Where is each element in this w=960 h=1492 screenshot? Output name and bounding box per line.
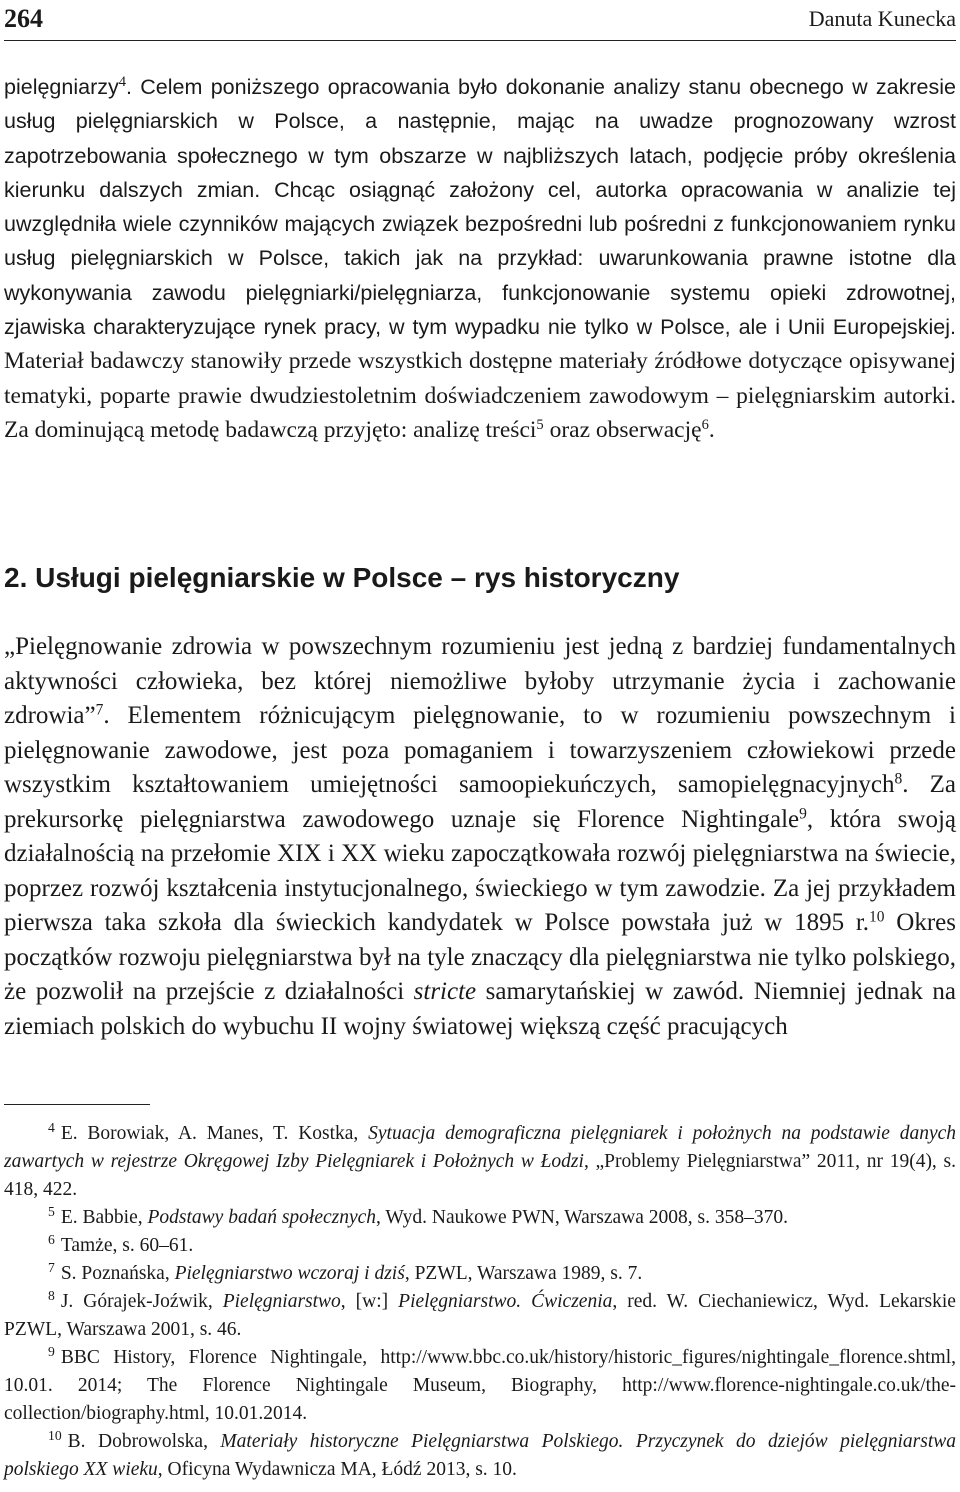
section-heading: 2. Usługi pielęgniarskie w Polsce – rys historyczny — [4, 562, 680, 593]
footnote-number: 6 — [48, 1231, 55, 1247]
footnote-text: , red. W. Ciechaniewicz, Wyd. Lekarskie PZWL, Warszawa 2001, s. 46. — [4, 1291, 956, 1340]
running-header — [4, 0, 956, 41]
footnote-8 — [4, 1288, 956, 1344]
footnote-number: 5 — [48, 1203, 55, 1219]
text-run: pielęgniarzy — [4, 75, 119, 99]
footnote-text: , „Problemy Pielęgniarstwa” 2011, nr 19(4), s. 418, 422. — [4, 1151, 956, 1200]
text-run: , która swoją działalnością na przełomie XIX i XX wieku zapoczątkowała rozwój pielęgniarstwa na świecie, poprzez rozwój kształcenia instytucjonalnego, świeckiego w tym zawodzie. Za jej przykładem pierwsza taka szkoła dla świeckich kandydatek w Polsce powstała już w 1895 r. — [4, 805, 956, 936]
text-run: samarytańskiej w zawód. Niemniej jednak na ziemiach polskich do wybuchu II wojny światowej większą część pracujących — [4, 978, 956, 1040]
footnote-ref[interactable]: 4 — [118, 74, 127, 90]
footnote-ref[interactable]: 10 — [869, 908, 885, 926]
footnote-10 — [4, 1428, 956, 1484]
footnote-title: Pielęgniarstwo wczoraj i dziś — [174, 1263, 405, 1284]
footnote-text: J. Górajek-Joźwik, — [60, 1291, 223, 1312]
body-paragraph — [4, 70, 956, 447]
footnote-ref[interactable]: 5 — [536, 416, 544, 433]
footnote-text: , PZWL, Warszawa 1989, s. 7. — [404, 1263, 643, 1284]
footnote-title: Materiały historyczne Pielęgniarstwa Polskiego. Przyczynek do dziejów pielęgniarstwa polskiego XX wieku — [4, 1431, 957, 1480]
text-run: Okres początków rozwoju pielęgniarstwa był na tyle znaczący dla pielęgniarstwa nie tylko polskiego, że pozwolił na przejście z działalności — [4, 909, 956, 1005]
footnote-text: , Oficyna Wydawnicza MA, Łódź 2013, s. 10. — [157, 1459, 517, 1480]
footnote-number: 9 — [48, 1343, 55, 1359]
text-run: . Elementem różnicującym pielęgnowanie, to w rozumieniu powszechnym i pielęgnowanie zawodowe, jest poza pomaganiem i towarzyszeniem człowiekowi przede wszystkim kształtowaniem umiejętności samoopiekuńczych, samopielęgnacyjnych — [4, 702, 956, 798]
paragraph-history — [4, 630, 956, 1044]
footnote-9 — [4, 1344, 956, 1428]
text-run: . — [708, 416, 715, 443]
footnote-title: Sytuacja demograficzna pielęgniarek i położnych na podstawie danych zawartych w rejestrze Okręgowej Izby Pielęgniarek i Położnych w Łodzi — [4, 1123, 957, 1172]
footnote-title: Podstawy badań społecznych — [147, 1207, 377, 1228]
footnote-number: 8 — [48, 1287, 55, 1303]
footnote-text: E. Borowiak, A. Manes, T. Kostka, — [60, 1123, 369, 1144]
footnote-ref[interactable]: 6 — [701, 416, 709, 433]
footnote-text: B. Dobrowolska, — [67, 1431, 221, 1452]
footnotes — [4, 1120, 956, 1484]
text-run: Materiał badawczy stanowiły przede wszystkich dostępne materiały źródłowe dotyczące opisywanej tematyki, poparte prawie dwudziestoletnim doświadczeniem zawodowym – pielęgniarskim autorki. Za dominującą metodę badawczą przyjęto: analizę treści — [4, 348, 956, 443]
footnote-ref[interactable]: 7 — [95, 701, 104, 719]
text-run: . Za prekursorkę pielęgniarstwa zawodowego uznaje się Florence Nightingale — [4, 771, 957, 833]
italic-term: stricte — [413, 978, 477, 1005]
footnote-ref[interactable]: 9 — [799, 804, 807, 822]
footnote-4 — [4, 1120, 956, 1204]
footnote-title: Pielęgniarstwo. Ćwiczenia — [398, 1291, 613, 1312]
footnote-text: , Wyd. Naukowe PWN, Warszawa 2008, s. 358–370. — [376, 1207, 788, 1228]
text-run: „Pielęgnowanie zdrowia w powszechnym rozumieniu jest jedną z bardziej fundamentalnych aktywności człowieka, bez której niemożliwe byłoby utrzymanie życia i zachowanie zdrowia” — [4, 633, 956, 729]
footnote-number: 7 — [48, 1259, 55, 1275]
footnote-text: BBC History, Florence Nightingale, http://www.bbc.co.uk/history/historic_figures/nightingale_florence.shtml, 10.01. 2014; The Florence Nightingale Museum, Biography, http://www.florence-nightingale.co.uk/the-collection/biography.html, 10.01.2014. — [4, 1347, 956, 1424]
text-run: oraz obserwację — [543, 416, 702, 443]
footnote-number: 10 — [48, 1427, 62, 1443]
body-paragraph — [4, 630, 956, 1044]
footnote-title: Pielęgniarstwo — [222, 1291, 341, 1312]
footnote-ref[interactable]: 8 — [894, 770, 903, 788]
footnote-6 — [4, 1232, 956, 1260]
footnote-7 — [4, 1260, 956, 1288]
page-number: 264 — [4, 4, 43, 33]
footnote-5 — [4, 1204, 956, 1232]
footnote-text: Tamże, s. 60–61. — [60, 1235, 194, 1256]
footnote-text: S. Poznańska, — [60, 1263, 175, 1284]
footnote-separator — [4, 1104, 150, 1105]
footnote-number: 4 — [48, 1119, 55, 1135]
footnote-text: , [w:] — [340, 1291, 399, 1312]
footnote-text: E. Babbie, — [60, 1207, 148, 1228]
running-head-author: Danuta Kunecka — [808, 6, 956, 31]
text-run: . Celem poniższego opracowania było dokonanie analizy stanu obecnego w zakresie usług pielęgniarskich w Polsce, a następnie, mając na uwadze prognozowany wzrost zapotrzebowania społecznego w tym obszarze w najbliższych latach, podjęcie próby określenia kierunku dalszych zmian. Chcąc osiągnąć założony cel, autorka opracowania w analizie tej uwzględniła wiele czynników mających związek bezpośredni lub pośredni z funkcjonowaniem rynku usług pielęgniarskich w Polsce, takich jak na przykład: uwarunkowania prawne istotne dla wykonywania zawodu pielęgniarki/pielęgniarza, funkcjonowanie systemu opieki zdrowotnej, zjawiska charakteryzujące rynek pracy, w tym wypadku nie tylko w Polsce, ale i Unii Europejskiej. — [4, 75, 956, 340]
paragraph-intro — [4, 70, 956, 447]
